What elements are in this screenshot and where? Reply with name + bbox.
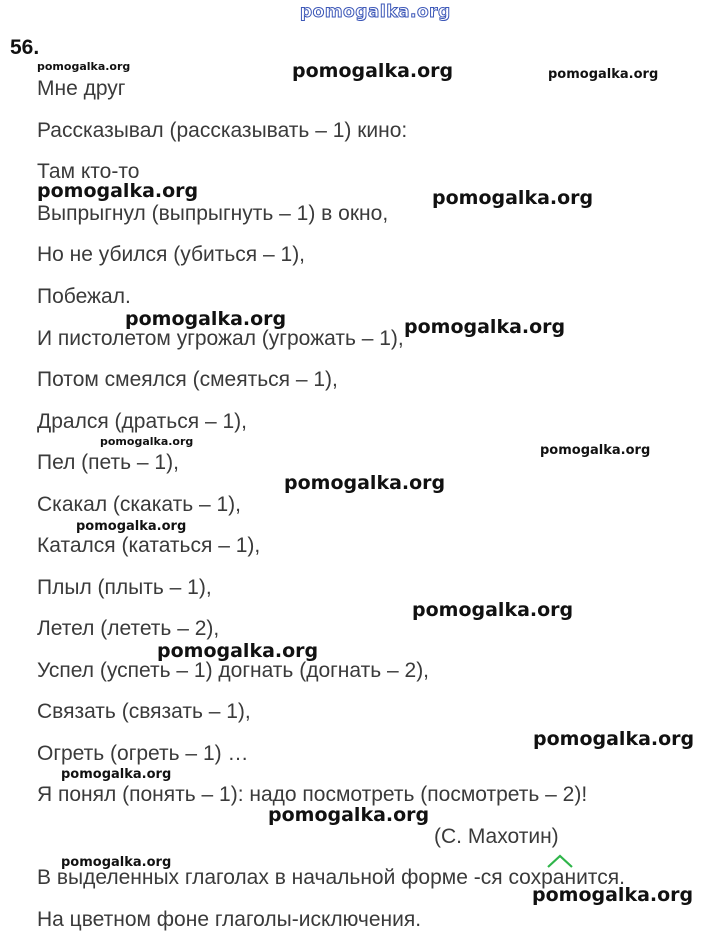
poem-line: Огреть (огреть – 1) …: [37, 742, 249, 765]
watermark: pomogalka.org: [37, 60, 131, 73]
poem-line: Мне друг: [37, 77, 126, 100]
poem-line: Но не убился (убиться – 1),: [37, 243, 306, 266]
poem-line: Пел (петь – 1),: [37, 451, 179, 474]
watermark: pomogalka.org: [268, 804, 430, 826]
poem-line: Скакал (скакать – 1),: [37, 493, 242, 516]
watermark: pomogalka.org: [533, 728, 695, 750]
poem-author: (С. Махотин): [434, 825, 559, 848]
watermark: pomogalka.org: [100, 435, 194, 448]
watermark: pomogalka.org: [76, 519, 187, 534]
watermark: pomogalka.org: [61, 767, 172, 782]
stress-mark-icon: [546, 853, 574, 869]
watermark: pomogalka.org: [157, 640, 319, 662]
watermark: pomogalka.org: [125, 308, 287, 330]
poem-line: Катался (кататься – 1),: [37, 534, 261, 557]
poem-line: Я понял (понять – 1): надо посмотреть (посмотреть – 2)!: [37, 783, 588, 806]
poem-line: Побежал.: [37, 285, 131, 308]
poem-line: Там кто-то: [37, 160, 140, 183]
poem-line: Летел (лететь – 2),: [37, 617, 220, 640]
watermark: pomogalka.org: [404, 316, 566, 338]
watermark: pomogalka.org: [412, 599, 574, 621]
site-title[interactable]: pomogalka.org: [300, 2, 451, 22]
watermark: pomogalka.org: [292, 60, 454, 82]
poem-line: Потом смеялся (смеяться – 1),: [37, 368, 338, 391]
poem-line: Дрался (драться – 1),: [37, 410, 247, 433]
watermark: pomogalka.org: [532, 884, 694, 906]
note-line: В выделенных глаголах в начальной форме -ся сохранится.: [37, 866, 625, 889]
poem-line: Рассказывал (рассказывать – 1) кино:: [37, 119, 408, 142]
watermark: pomogalka.org: [61, 855, 172, 870]
poem-line: Связать (связать – 1),: [37, 700, 251, 723]
watermark: pomogalka.org: [284, 472, 446, 494]
poem-line: Выпрыгнул (выпрыгнуть – 1) в окно,: [37, 202, 389, 225]
poem-line: Успел (успеть – 1) догнать (догнать – 2),: [37, 659, 430, 682]
poem-line: Плыл (плыть – 1),: [37, 576, 212, 599]
watermark: pomogalka.org: [548, 67, 659, 82]
watermark: pomogalka.org: [540, 443, 651, 458]
note-line: На цветном фоне глаголы-исключения.: [37, 908, 422, 931]
watermark: pomogalka.org: [432, 187, 594, 209]
task-number: 56.: [10, 36, 40, 59]
watermark: pomogalka.org: [37, 180, 199, 202]
poem-line: И пистолетом угрожал (угрожать – 1),: [37, 327, 404, 350]
